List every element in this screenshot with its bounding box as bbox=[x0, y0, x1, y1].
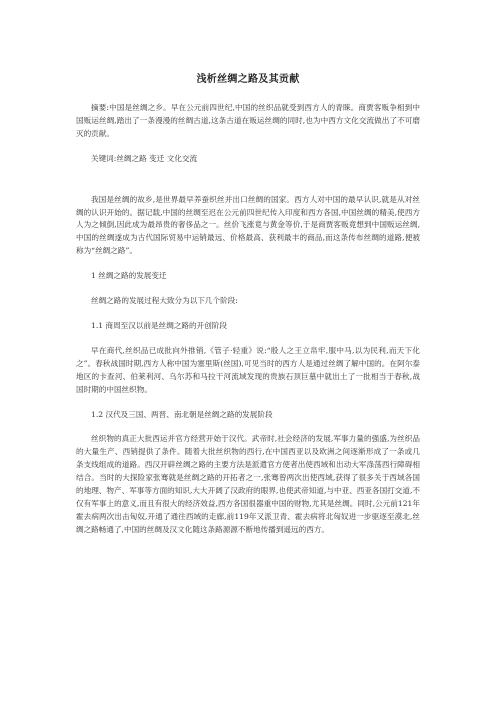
spacer bbox=[76, 333, 420, 345]
subsection-1-2-heading: 1.2 汉代及三国、两晋、南北朝是丝绸之路的发展阶段 bbox=[91, 409, 273, 419]
spacer bbox=[76, 186, 420, 194]
intro-paragraph: 我国是丝绸的故乡,是世界最早养蚕织丝并出口丝绸的国家。西方人对中国的最早认识,就是从对丝绸的认识开始的。据记载,中国的丝绸至迟在公元前四世纪传入印度和西方各国,中国丝绸的精美,使西方人为之倾倒,因此成为最昂贵的奢侈品之一。丝价飞涨竟与黄金等价,于是商贾客贩竟想到中国贩运丝绸,中国的丝绸遂成为古代国际贸易中运销最远、价格最高、获利最丰的商品,而这条传布丝绸的道路,便被称为“丝绸之路”。 bbox=[76, 194, 420, 256]
spacer bbox=[76, 421, 420, 433]
spacer bbox=[76, 166, 420, 186]
keywords: 关键词:丝绸之路 变迁 文化交流 bbox=[91, 153, 198, 163]
article-title: 浅析丝绸之路及其贡献 bbox=[196, 74, 300, 85]
section-1-intro: 丝绸之路的发展过程大致分为以下几个阶段: bbox=[91, 296, 238, 306]
spacer bbox=[76, 141, 420, 153]
spacer bbox=[76, 308, 420, 320]
spacer bbox=[76, 258, 420, 270]
subsection-1-2-body: 丝织物的真正大批西运并官方经营开始于汉代。武帝时,社会经济的发展,军事力量的强盛,为丝织品的大量生产、西销提供了条件。随着大批丝织物的西行,在中国西亚以及欧洲之间逐渐形成了一条或几条支线组成的道路。西汉开辟丝绸之路的主要方法是派遣官方使者出使西域和出动大军涤荡西行障碍相结合。当时的大探险家张骞就是丝绸之路的开拓者之一,张骞曾两次出使西域,获得了很多关于西域各国的地理、物产、军事等方面的知识,大大开阔了汉政府的眼界,也使武帝知道,与中亚、西亚各国打交道,不仅有军事上的意义,而且有很大的经济效益,西方各国很器重中国的财物,尤其是丝绸。同时,公元前121年霍去病两次出击匈奴,开通了通往西域的走廊,前119年又派卫青、霍去病将北匈奴进一步驱逐至漠北,丝绸之路畅通了,中国的丝绸及汉文化随这条路源源不断地传播到遥远的西方。 bbox=[76, 434, 420, 534]
subsection-1-1-heading: 1.1 商周至汉以前是丝绸之路的开创阶段 bbox=[91, 320, 227, 330]
spacer bbox=[76, 397, 420, 409]
spacer bbox=[76, 283, 420, 295]
abstract: 摘要:中国是丝绸之乡。早在公元前四世纪,中国的丝织品就受到西方人的青睐。商贾客贩争相到中国贩运丝绸,踏出了一条漫漫的丝绸古道,这条古道在贩运丝绸的同时,也为中西方文化交流做出了不可磨灭的贡献。 bbox=[76, 103, 420, 138]
subsection-1-1-body: 早在商代,丝织品已成批向外推销,《管子·轻重》说:“殷人之王立帛牢,服中马,以为民利,而天下化之”。春秋战国时期,西方人称中国为塞里斯(丝国),可见当时的西方人是通过丝绸了解中国的。在阿尔泰地区的卡查河、伯莱利河、乌尔苏和马拉干河流域发现的贵族石顶巨墓中就出土了一批相当于春秋,战国时期的中国丝织物。 bbox=[76, 345, 420, 394]
section-1-heading: 1 丝绸之路的发展变迁 bbox=[91, 271, 167, 281]
